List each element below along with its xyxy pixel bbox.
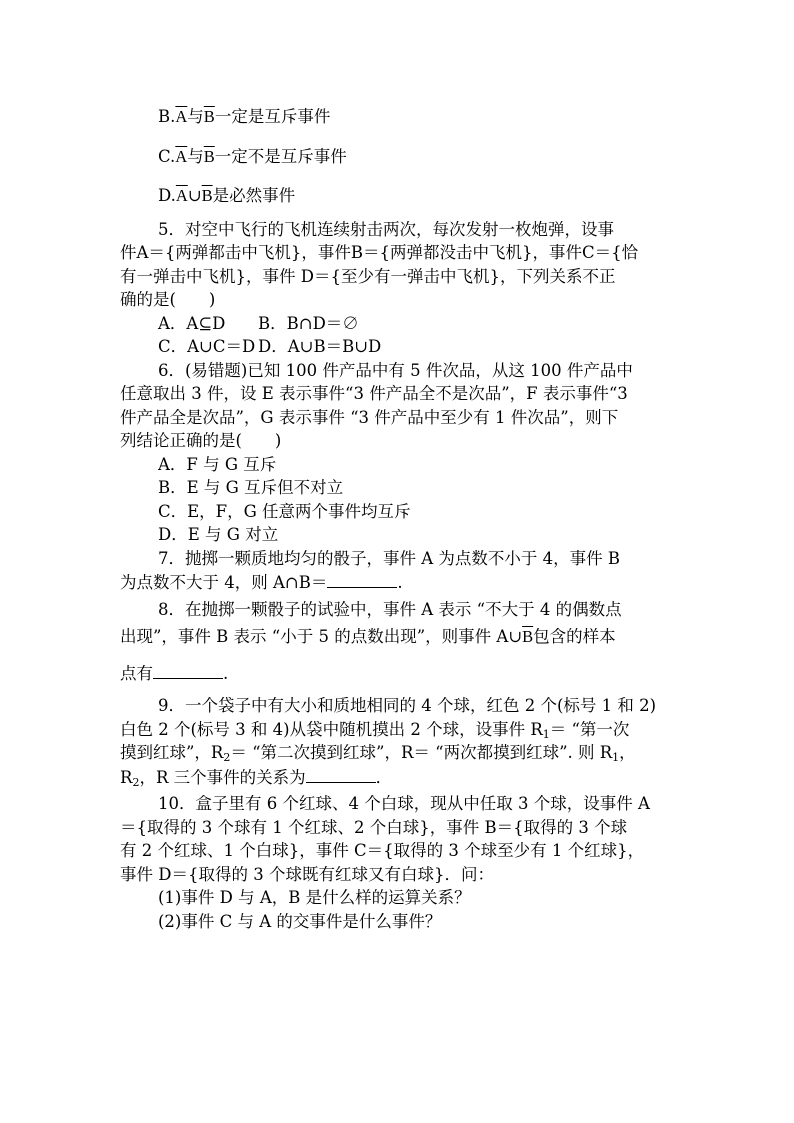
option-label: B. <box>158 107 176 126</box>
subscript: 1 <box>612 751 620 764</box>
q5-options-row-2 <box>120 335 675 359</box>
q4-option-d <box>120 184 675 208</box>
q6-text-line: 件产品全是次品”，G 表示事件 “3 件产品中至少有 1 件次品”，则下 <box>120 407 619 427</box>
q5-text-line: 确的是( ) <box>120 290 216 309</box>
q9-text: R <box>120 767 133 787</box>
q9-text: 白色 2 个(标号 3 和 4)从袋中随机摸出 2 个球，设事件 R <box>120 719 543 739</box>
q6-option-b: B．E 与 G 互斥但不对立 <box>158 478 344 497</box>
q10-subquestion-2: (2)事件 C 与 A 的交事件是什么事件？ <box>158 911 442 931</box>
q6-text-line: 6．(易错题)已知 100 件产品中有 5 件次品，从这 100 件产品中 <box>158 360 633 380</box>
q6-option-c: C．E，F，G 任意两个事件均互斥 <box>158 501 411 521</box>
q7-text-line <box>120 570 675 594</box>
q10-text-line: 10．盒子里有 6 个红球、4 个白球，现从中任取 3 个球，设事件 A <box>158 794 650 813</box>
punctuation: . <box>397 573 403 592</box>
punctuation: . <box>223 663 229 683</box>
q8-text-line <box>120 661 675 685</box>
q10-text-line: ＝{取得的 3 个球有 1 个红球、2 个白球}，事件 B＝{取得的 3 个球 <box>120 817 628 837</box>
q6-option-a: A．F 与 G 互斥 <box>158 454 277 474</box>
subscript: 1 <box>542 727 550 741</box>
event-a-complement: $\overline{A}$ <box>175 146 188 166</box>
subscript: 2 <box>223 751 231 764</box>
document-content <box>120 105 675 933</box>
q8-text-line <box>120 625 675 649</box>
q10-text-line: 事件 D＝{取得的 3 个球既有红球又有白球}．问： <box>120 864 494 884</box>
conjunction: 与 <box>187 107 204 126</box>
union-symbol: ∪ <box>187 186 202 205</box>
option-label: C. <box>158 146 176 166</box>
q8-text: 出现”，事件 B 表示 “小于 5 的点数出现”，则事件 A∪ <box>120 627 523 646</box>
option-label: D. <box>158 186 176 205</box>
answer-blank[interactable] <box>327 570 397 588</box>
event-a-complement: $\overline{A}$ <box>175 186 188 205</box>
q9-text-line: 9．一个袋子中有大小和质地相同的 4 个球，红色 2 个(标号 1 和 2) <box>158 696 657 715</box>
q5-option-b: B．B∩D＝∅ <box>258 313 359 333</box>
q9-text: 摸到红球”，R <box>120 743 224 762</box>
q8-text: 包含的样本 <box>533 627 616 646</box>
q6-text-line: 列结论正确的是( ) <box>120 431 282 450</box>
question-8 <box>120 598 675 685</box>
q4-option-b <box>120 105 675 129</box>
answer-blank[interactable] <box>153 661 223 679</box>
event-a-complement: $\overline{A}$ <box>175 107 188 126</box>
answer-blank[interactable] <box>306 765 376 783</box>
q9-text: ＝ “第二次摸到红球”，R＝ “两次都摸到红球”. 则 R <box>230 743 613 762</box>
q10-subquestion-1: (1)事件 D 与 A，B 是什么样的运算关系？ <box>158 888 471 907</box>
option-text: 一定不是互斥事件 <box>214 146 347 166</box>
q7-text-line: 7．抛掷一颗质地均匀的骰子，事件 A 为点数不小于 4，事件 B <box>158 548 621 568</box>
q5-options-row-1 <box>120 312 675 336</box>
q5-option-a: A．A⊆D <box>158 313 226 333</box>
question-9 <box>120 694 675 788</box>
q4-option-c <box>120 145 675 169</box>
q8-text-line: 8．在抛掷一颗骰子的试验中，事件 A 表示 “不大于 4 的偶数点 <box>158 599 622 619</box>
q8-text: 点有 <box>120 663 153 683</box>
option-text: 是必然事件 <box>212 186 296 205</box>
question-5 <box>120 218 675 359</box>
q9-text-line <box>120 765 675 789</box>
q10-text-line: 有 2 个红球、1 个白球}，事件 C＝{取得的 3 个球至少有 1 个红球}， <box>120 841 645 860</box>
q9-text-line <box>120 718 675 742</box>
q5-text-line: 5．对空中飞行的飞机连续射击两次，每次发射一枚炮弹，设事 <box>158 219 614 239</box>
conjunction: 与 <box>187 146 204 166</box>
q9-text: ＝ “第一次 <box>549 719 630 739</box>
q5-option-d: D．A∪B＝B∪D <box>258 337 382 356</box>
event-b-complement: $\overline{B}$ <box>203 107 215 126</box>
q9-text: ，R 三个事件的关系为 <box>139 767 306 787</box>
event-b-complement: $\overline{B}$ <box>203 146 215 166</box>
q9-text: ， <box>619 743 636 762</box>
q6-option-d: D．E 与 G 对立 <box>158 525 279 544</box>
punctuation: ． <box>375 767 393 787</box>
question-10 <box>120 792 675 933</box>
option-text: 一定是互斥事件 <box>214 107 331 126</box>
q5-option-c: C．A∪C＝D <box>158 337 256 356</box>
q6-text-line: 任意取出 3 件，设 E 表示事件“3 件产品全不是次品”，F 表示事件“3 <box>120 384 628 403</box>
question-6 <box>120 359 675 547</box>
question-7 <box>120 547 675 594</box>
q5-text-line: 件A＝{两弹都击中飞机}，事件B＝{两弹都没击中飞机}，事件C＝{恰 <box>120 243 639 262</box>
event-b-complement: $\overline{B}$ <box>522 627 534 646</box>
q7-text: 为点数不大于 4，则 A∩B＝ <box>120 573 328 592</box>
q9-text-line <box>120 741 675 765</box>
event-b-complement: $\overline{B}$ <box>201 186 213 205</box>
subscript: 2 <box>132 775 140 789</box>
q5-text-line: 有一弹击中飞机}，事件 D＝{至少有一弹击中飞机}，下列关系不正 <box>120 266 616 286</box>
